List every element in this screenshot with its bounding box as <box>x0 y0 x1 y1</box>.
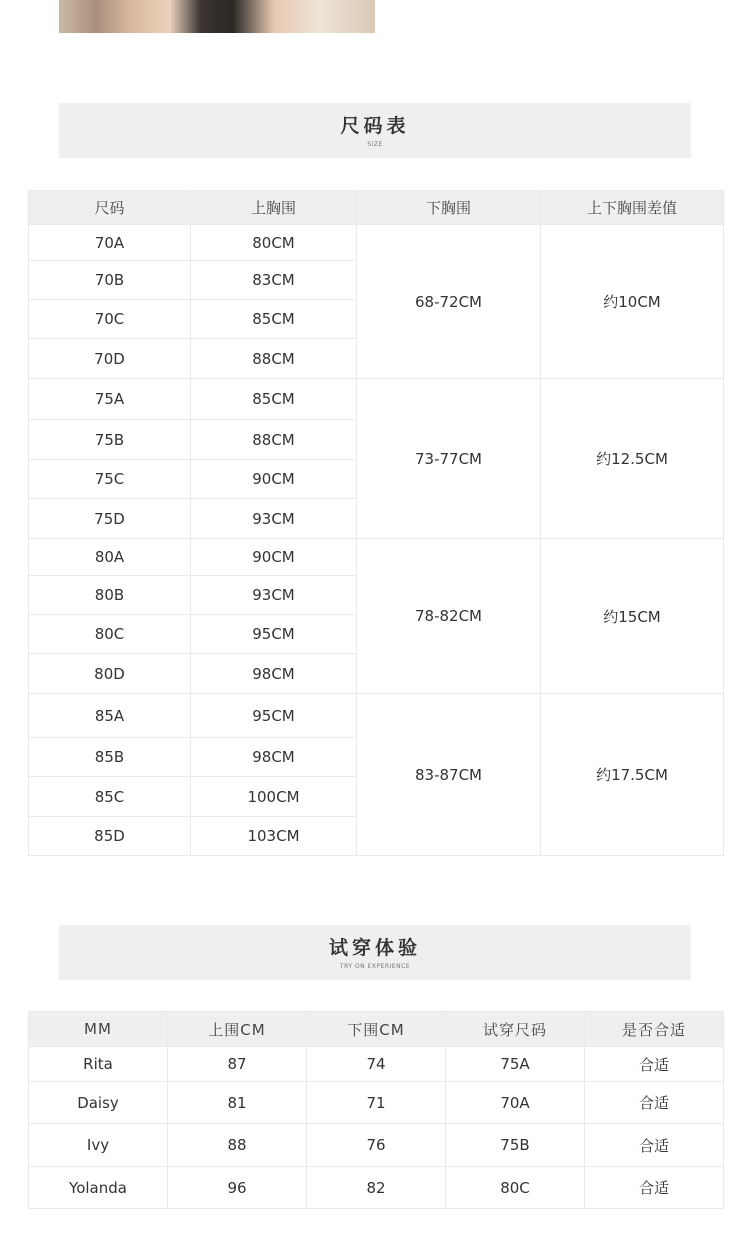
upper-bust-cell: 93CM <box>191 499 357 539</box>
size-cell: 80A <box>29 539 191 576</box>
size-cell: 85C <box>29 777 191 817</box>
header-model: MM <box>29 1012 168 1047</box>
size-cell: 85D <box>29 817 191 856</box>
size-table <box>28 190 724 856</box>
model-name-cell: Rita <box>29 1047 168 1082</box>
size-cell: 75B <box>29 420 191 460</box>
upper-bust-cell: 95CM <box>191 615 357 654</box>
bust-cell: 96 <box>168 1167 307 1209</box>
bust-cell: 88 <box>168 1124 307 1167</box>
tried-size-cell: 70A <box>446 1082 585 1124</box>
size-chart-subtitle: SIZE <box>367 141 383 148</box>
header-bust: 上围CM <box>168 1012 307 1047</box>
under-bust-cell: 68-72CM <box>357 225 541 379</box>
size-table-header <box>29 191 724 225</box>
table-row <box>29 225 724 261</box>
upper-bust-cell: 95CM <box>191 694 357 738</box>
model-name-cell: Ivy <box>29 1124 168 1167</box>
header-tried-size: 试穿尺码 <box>446 1012 585 1047</box>
header-under-bust: 下胸围 <box>357 191 541 225</box>
upper-bust-cell: 93CM <box>191 576 357 615</box>
under-bust-cell: 73-77CM <box>357 379 541 539</box>
upper-bust-cell: 100CM <box>191 777 357 817</box>
header-bust-difference: 上下胸围差值 <box>541 191 724 225</box>
table-row <box>29 539 724 576</box>
table-row <box>29 1082 724 1124</box>
try-on-subtitle: TRY ON EXPERIENCE <box>339 963 411 970</box>
header-underbust: 下围CM <box>307 1012 446 1047</box>
tried-size-cell: 80C <box>446 1167 585 1209</box>
upper-bust-cell: 90CM <box>191 460 357 499</box>
table-row <box>29 1047 724 1082</box>
table-row <box>29 1124 724 1167</box>
table-row <box>29 1167 724 1209</box>
upper-bust-cell: 85CM <box>191 379 357 420</box>
try-on-table-header <box>29 1012 724 1047</box>
size-cell: 85B <box>29 738 191 777</box>
bust-cell: 81 <box>168 1082 307 1124</box>
size-cell: 75C <box>29 460 191 499</box>
size-cell: 85A <box>29 694 191 738</box>
model-name-cell: Yolanda <box>29 1167 168 1209</box>
fit-cell: 合适 <box>585 1167 724 1209</box>
size-cell: 80C <box>29 615 191 654</box>
table-row <box>29 379 724 420</box>
upper-bust-cell: 98CM <box>191 738 357 777</box>
upper-bust-cell: 85CM <box>191 300 357 339</box>
upper-bust-cell: 88CM <box>191 339 357 379</box>
header-fit: 是否合适 <box>585 1012 724 1047</box>
size-cell: 70B <box>29 261 191 300</box>
size-cell: 70A <box>29 225 191 261</box>
under-bust-cell: 78-82CM <box>357 539 541 694</box>
underbust-cell: 82 <box>307 1167 446 1209</box>
underbust-cell: 74 <box>307 1047 446 1082</box>
size-cell: 70C <box>29 300 191 339</box>
header-upper-bust: 上胸围 <box>191 191 357 225</box>
upper-bust-cell: 80CM <box>191 225 357 261</box>
size-chart-title: 尺码表 <box>340 115 410 137</box>
upper-bust-cell: 103CM <box>191 817 357 856</box>
size-cell: 75A <box>29 379 191 420</box>
under-bust-cell: 83-87CM <box>357 694 541 856</box>
model-photo <box>59 0 375 33</box>
fit-cell: 合适 <box>585 1124 724 1167</box>
difference-cell: 约17.5CM <box>541 694 724 856</box>
size-cell: 80D <box>29 654 191 694</box>
fit-cell: 合适 <box>585 1047 724 1082</box>
tried-size-cell: 75B <box>446 1124 585 1167</box>
bust-cell: 87 <box>168 1047 307 1082</box>
table-row <box>29 694 724 738</box>
size-cell: 80B <box>29 576 191 615</box>
difference-cell: 约15CM <box>541 539 724 694</box>
size-chart-banner <box>59 103 691 158</box>
size-cell: 75D <box>29 499 191 539</box>
underbust-cell: 71 <box>307 1082 446 1124</box>
model-name-cell: Daisy <box>29 1082 168 1124</box>
upper-bust-cell: 88CM <box>191 420 357 460</box>
try-on-title: 试穿体验 <box>328 937 421 959</box>
header-size: 尺码 <box>29 191 191 225</box>
upper-bust-cell: 83CM <box>191 261 357 300</box>
underbust-cell: 76 <box>307 1124 446 1167</box>
difference-cell: 约12.5CM <box>541 379 724 539</box>
tried-size-cell: 75A <box>446 1047 585 1082</box>
upper-bust-cell: 98CM <box>191 654 357 694</box>
try-on-table <box>28 1011 724 1209</box>
upper-bust-cell: 90CM <box>191 539 357 576</box>
difference-cell: 约10CM <box>541 225 724 379</box>
try-on-banner <box>59 925 691 980</box>
fit-cell: 合适 <box>585 1082 724 1124</box>
size-cell: 70D <box>29 339 191 379</box>
